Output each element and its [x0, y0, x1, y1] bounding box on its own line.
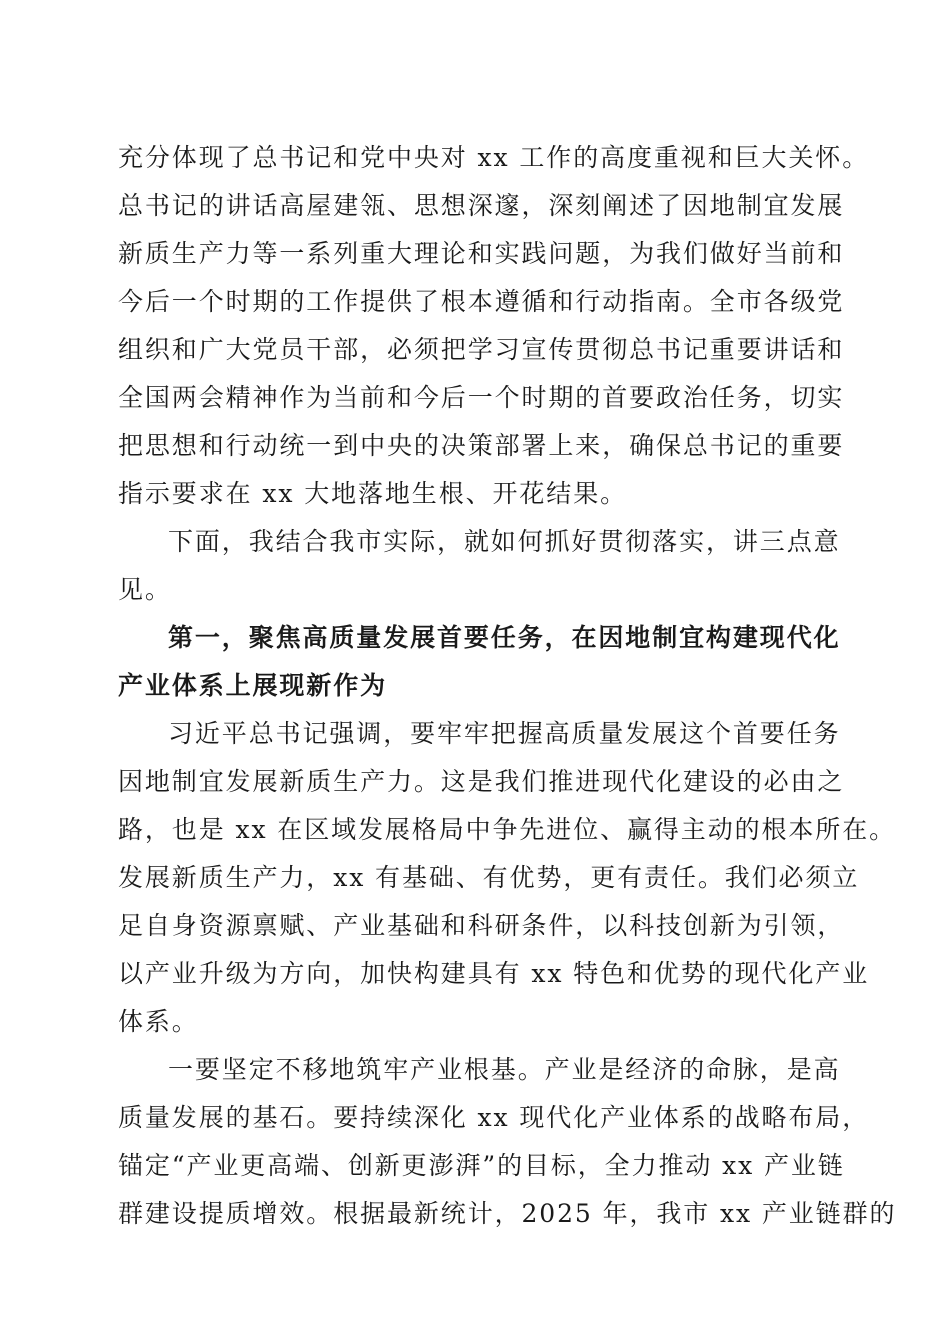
paragraph-line: 见。 — [118, 575, 172, 604]
paragraph-line: 全国两会精神作为当前和今后一个时期的首要政治任务，切实 — [118, 383, 845, 412]
paragraph-line: 总书记的讲话高屋建瓴、思想深邃，深刻阐述了因地制宜发展 — [118, 191, 845, 220]
paragraph-line: 因地制宜发展新质生产力。这是我们推进现代化建设的必由之 — [118, 767, 845, 796]
paragraph-line: 路，也是 xx 在区域发展格局中争先进位、赢得主动的根本所在。 — [118, 815, 896, 844]
paragraph-line: 一要坚定不移地筑牢产业根基。产业是经济的命脉，是高 — [168, 1055, 841, 1084]
section-heading: 产业体系上展现新作为 — [118, 671, 388, 700]
paragraph-line: 新质生产力等一系列重大理论和实践问题，为我们做好当前和 — [118, 239, 845, 268]
section-heading: 第一，聚焦高质量发展首要任务，在因地制宜构建现代化 — [168, 623, 841, 652]
paragraph-line: 习近平总书记强调，要牢牢把握高质量发展这个首要任务 — [168, 719, 841, 748]
paragraph-line: 以产业升级为方向，加快构建具有 xx 特色和优势的现代化产业 — [118, 959, 870, 988]
paragraph-line: 充分体现了总书记和党中央对 xx 工作的高度重视和巨大关怀。 — [118, 143, 870, 172]
paragraph-line: 把思想和行动统一到中央的决策部署上来，确保总书记的重要 — [118, 431, 845, 460]
paragraph-line: 发展新质生产力，xx 有基础、有优势，更有责任。我们必须立 — [118, 863, 860, 892]
paragraph-line: 指示要求在 xx 大地落地生根、开花结果。 — [118, 479, 627, 508]
paragraph-line: 体系。 — [118, 1007, 199, 1036]
paragraph-line: 锚定“产业更高端、创新更澎湃”的目标，全力推动 xx 产业链 — [118, 1151, 845, 1180]
paragraph-line: 下面，我结合我市实际，就如何抓好贯彻落实，讲三点意 — [168, 527, 841, 556]
paragraph-line: 今后一个时期的工作提供了根本遵循和行动指南。全市各级党 — [118, 287, 845, 316]
paragraph-line: 组织和广大党员干部，必须把学习宣传贯彻总书记重要讲话和 — [118, 335, 845, 364]
paragraph-line: 足自身资源禀赋、产业基础和科研条件，以科技创新为引领， — [118, 911, 845, 940]
paragraph-line: 质量发展的基石。要持续深化 xx 现代化产业体系的战略布局， — [118, 1103, 870, 1132]
paragraph-line: 群建设提质增效。根据最新统计，2025 年，我市 xx 产业链群的 — [118, 1199, 897, 1228]
